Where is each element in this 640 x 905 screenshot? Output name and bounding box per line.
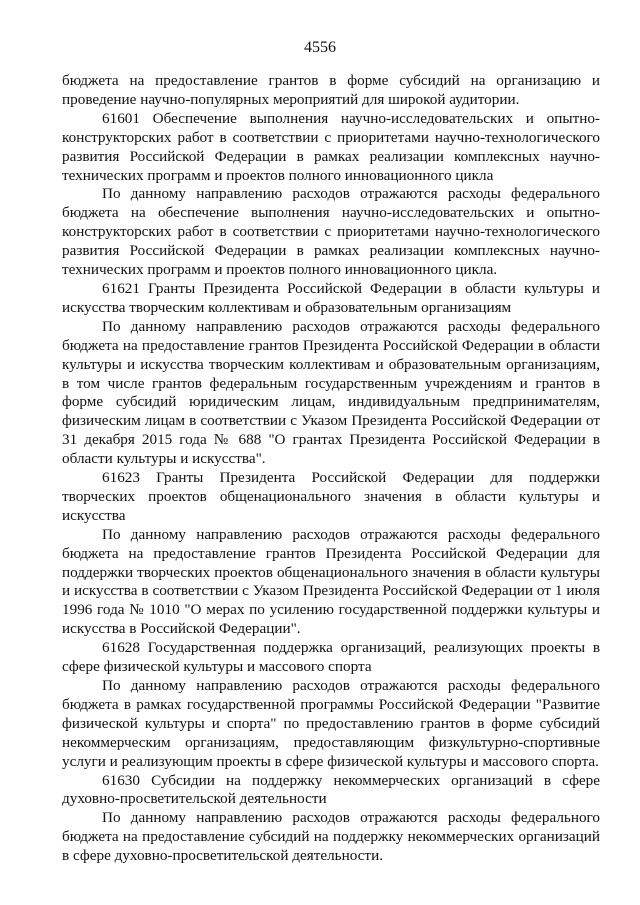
paragraph-61623-description: По данному направлению расходов отражаются расходы федерального бюджета на предоставление грантов Президента Российской Федерации для поддержки творческих проектов общенационального значения в области культуры и искусства в соответствии с Указом Президента Российской Федерации от 1 июля 1996 года № 1010 "О мерах по усилению государственной поддержки культуры и искусства в Российской Федерации". (62, 525, 600, 638)
heading-61623: 61623 Гранты Президента Российской Федерации для поддержки творческих проектов общенационального значения в области культуры и искусства (62, 469, 600, 524)
paragraph-61630-description: По данному направлению расходов отражаются расходы федерального бюджета на предоставление субсидий на поддержку некоммерческих организаций в сфере духовно-просветительской деятельности. (62, 809, 600, 865)
paragraph-61628-description: По данному направлению расходов отражаются расходы федерального бюджета в рамках государственной программы Российской Федерации "Развитие физической культуры и спорта" по предоставлению грантов в форме субсидий некоммерческим организациям, предоставляющим физкультурно-спортивные услуги и реализующим проекты в сфере физической культуры и массового спорта. (62, 677, 600, 770)
heading-61630: 61630 Субсидии на поддержку некоммерческих организаций в сфере духовно-просветительской деятельности (62, 771, 600, 808)
heading-61628: 61628 Государственная поддержка организаций, реализующих проекты в сфере физической культуры и массового спорта (62, 639, 600, 676)
document-body (62, 72, 600, 866)
paragraph-61601-description: По данному направлению расходов отражаются расходы федерального бюджета на обеспечение выполнения научно-исследовательских и опытно-конструкторских работ в соответствии с приоритетами научно-технологического развития Российской Федерации в рамках реализации комплексных научно-технических программ и проектов полного инновационного цикла. (62, 185, 600, 279)
paragraph-61621-description: По данному направлению расходов отражаются расходы федерального бюджета на предоставление грантов Президента Российской Федерации в области культуры и искусства творческим коллективам и образовательным организациям, в том числе грантов федеральным государственным учреждениям и грантов в форме субсидий юридическим лицам, индивидуальным предпринимателям, физическим лицам в соответствии с Указом Президента Российской Федерации от 31 декабря 2015 года № 688 "О грантах Президента Российской Федерации в области культуры и искусства". (62, 317, 600, 468)
heading-61621: 61621 Гранты Президента Российской Федерации в области культуры и искусства творческим коллективам и образовательным организациям (62, 279, 600, 316)
paragraph-continuation: бюджета на предоставление грантов в форме субсидий на организацию и проведение научно-популярных мероприятий для широкой аудитории. (62, 72, 600, 108)
heading-61601: 61601 Обеспечение выполнения научно-исследовательских и опытно-конструкторских работ в соответствии с приоритетами научно-технологического развития Российской Федерации в рамках реализации комплексных научно-технических программ и проектов полного инновационного цикла (62, 109, 600, 184)
page-number: 4556 (304, 39, 336, 56)
